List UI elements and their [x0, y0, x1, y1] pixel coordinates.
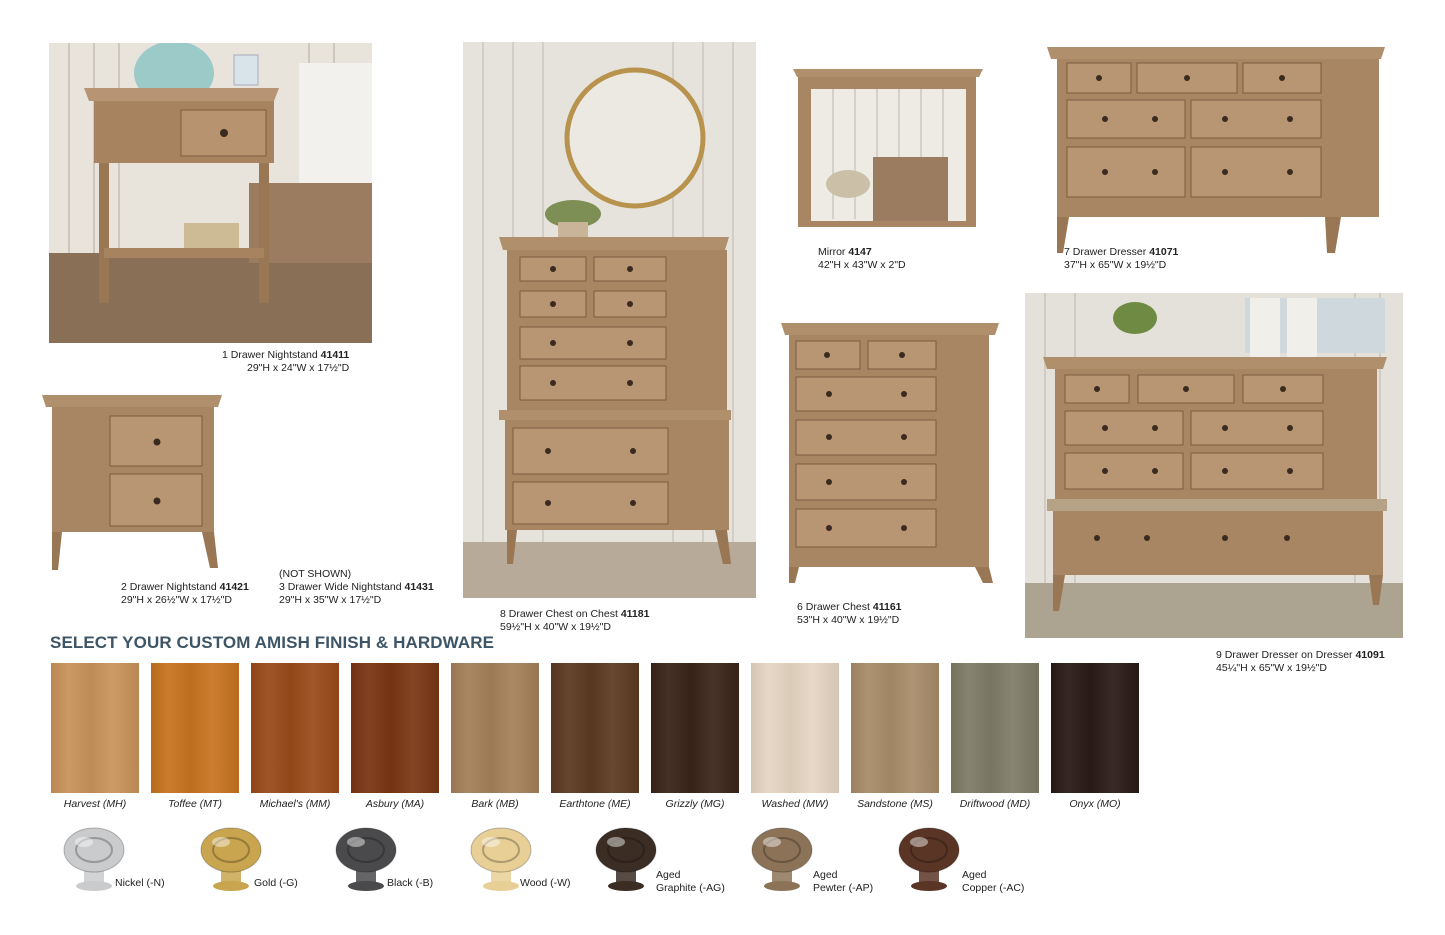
- product-dims: 29"H x 26½"W x 17½"D: [121, 594, 232, 606]
- product-dims: 29"H x 24"W x 17½"D: [247, 362, 350, 374]
- hardware-label-line: Graphite (-AG): [656, 882, 725, 894]
- hardware-label-line: Aged: [962, 869, 987, 881]
- finish-swatch[interactable]: [551, 663, 639, 793]
- finish-swatch[interactable]: [851, 663, 939, 793]
- finish-swatch[interactable]: [951, 663, 1039, 793]
- nine-drawer-dresser-photo: [1025, 293, 1403, 638]
- finish-swatch[interactable]: [51, 663, 139, 793]
- hardware-label-line: Copper (-AC): [962, 882, 1025, 894]
- finish-label: Michael's (MM): [259, 798, 331, 810]
- caption-nightstand-3-wide: [279, 568, 434, 607]
- six-drawer-chest-photo: [779, 321, 1001, 591]
- product-code: 41091: [1355, 649, 1385, 661]
- product-code: 4147: [848, 246, 872, 258]
- finish-swatch[interactable]: [251, 663, 339, 793]
- nightstand-1-drawer-photo: [49, 43, 372, 343]
- hardware-label: [813, 869, 873, 895]
- seven-drawer-dresser-photo: [1045, 45, 1387, 255]
- finish-label: Washed (MW): [761, 798, 829, 810]
- hardware-label-line: Pewter (-AP): [813, 882, 874, 894]
- caption-mirror: [818, 246, 906, 272]
- hardware-label-line: Gold (-G): [254, 877, 298, 889]
- finish-swatch[interactable]: [451, 663, 539, 793]
- finish-swatch[interactable]: [351, 663, 439, 793]
- product-name: 2 Drawer Nightstand: [121, 581, 217, 593]
- product-dims: 29"H x 35"W x 17½"D: [279, 594, 382, 606]
- hardware-label-line: Aged: [656, 869, 681, 881]
- finish-swatch[interactable]: [751, 663, 839, 793]
- product-code: 41411: [320, 349, 350, 361]
- finish-swatch[interactable]: [651, 663, 739, 793]
- hardware-label-line: Aged: [813, 869, 838, 881]
- product-name: 7 Drawer Dresser: [1064, 246, 1147, 258]
- hardware-knob-icon[interactable]: [590, 822, 662, 899]
- caption-seven-drawer-dresser: [1064, 246, 1178, 272]
- not-shown-note: (NOT SHOWN): [279, 568, 352, 580]
- finish-label: Grizzly (MG): [665, 798, 725, 810]
- mirror-photo: [793, 69, 983, 229]
- hardware-label: [656, 869, 725, 895]
- product-dims: 37"H x 65"W x 19½"D: [1064, 259, 1167, 271]
- finish-hardware-heading: SELECT YOUR CUSTOM AMISH FINISH & HARDWARE: [50, 633, 495, 652]
- finish-label: Harvest (MH): [63, 798, 127, 810]
- product-code: 41431: [404, 581, 434, 593]
- finish-label: Onyx (MO): [1069, 798, 1121, 810]
- hardware-knob-icon[interactable]: [746, 822, 818, 899]
- hardware-label-line: Black (-B): [387, 877, 434, 889]
- product-dims: 42"H x 43"W x 2"D: [818, 259, 906, 271]
- caption-chest-on-chest: [500, 608, 649, 634]
- chest-on-chest-photo: [463, 42, 756, 598]
- product-name: 3 Drawer Wide Nightstand: [279, 581, 402, 593]
- hardware-label-line: Wood (-W): [520, 877, 571, 889]
- product-code: 41421: [219, 581, 249, 593]
- caption-nine-drawer-dresser: [1216, 649, 1385, 675]
- product-code: 41071: [1149, 246, 1179, 258]
- finish-label: Asbury (MA): [365, 798, 425, 810]
- product-code: 41161: [872, 601, 902, 613]
- product-dims: 45¼"H x 65"W x 19½"D: [1216, 662, 1327, 674]
- finish-label: Bark (MB): [471, 798, 519, 810]
- product-code: 41181: [620, 608, 650, 620]
- hardware-label-line: Nickel (-N): [115, 877, 165, 889]
- finish-label: Driftwood (MD): [959, 798, 1031, 810]
- hardware-label: [520, 877, 571, 890]
- product-name: Mirror: [818, 246, 846, 258]
- product-name: 8 Drawer Chest on Chest: [500, 608, 618, 620]
- finish-label: Toffee (MT): [168, 798, 222, 810]
- caption-nightstand-2: [121, 581, 249, 607]
- hardware-knob-icon[interactable]: [893, 822, 965, 899]
- caption-nightstand-1: [222, 349, 349, 375]
- hardware-label: [254, 877, 298, 890]
- finish-swatch[interactable]: [1051, 663, 1139, 793]
- finish-swatch[interactable]: [151, 663, 239, 793]
- caption-six-drawer-chest: [797, 601, 902, 627]
- product-dims: 53"H x 40"W x 19½"D: [797, 614, 900, 626]
- hardware-label: [387, 877, 433, 890]
- product-name: 6 Drawer Chest: [797, 601, 870, 613]
- product-dims: 59½"H x 40"W x 19½"D: [500, 621, 611, 633]
- nightstand-2-drawer-photo: [40, 390, 230, 580]
- hardware-label: [962, 869, 1024, 895]
- product-name: 1 Drawer Nightstand: [222, 349, 318, 361]
- finish-label: Earthtone (ME): [559, 798, 631, 810]
- product-name: 9 Drawer Dresser on Dresser: [1216, 649, 1353, 661]
- finish-label: Sandstone (MS): [857, 798, 933, 810]
- hardware-label: [115, 877, 165, 890]
